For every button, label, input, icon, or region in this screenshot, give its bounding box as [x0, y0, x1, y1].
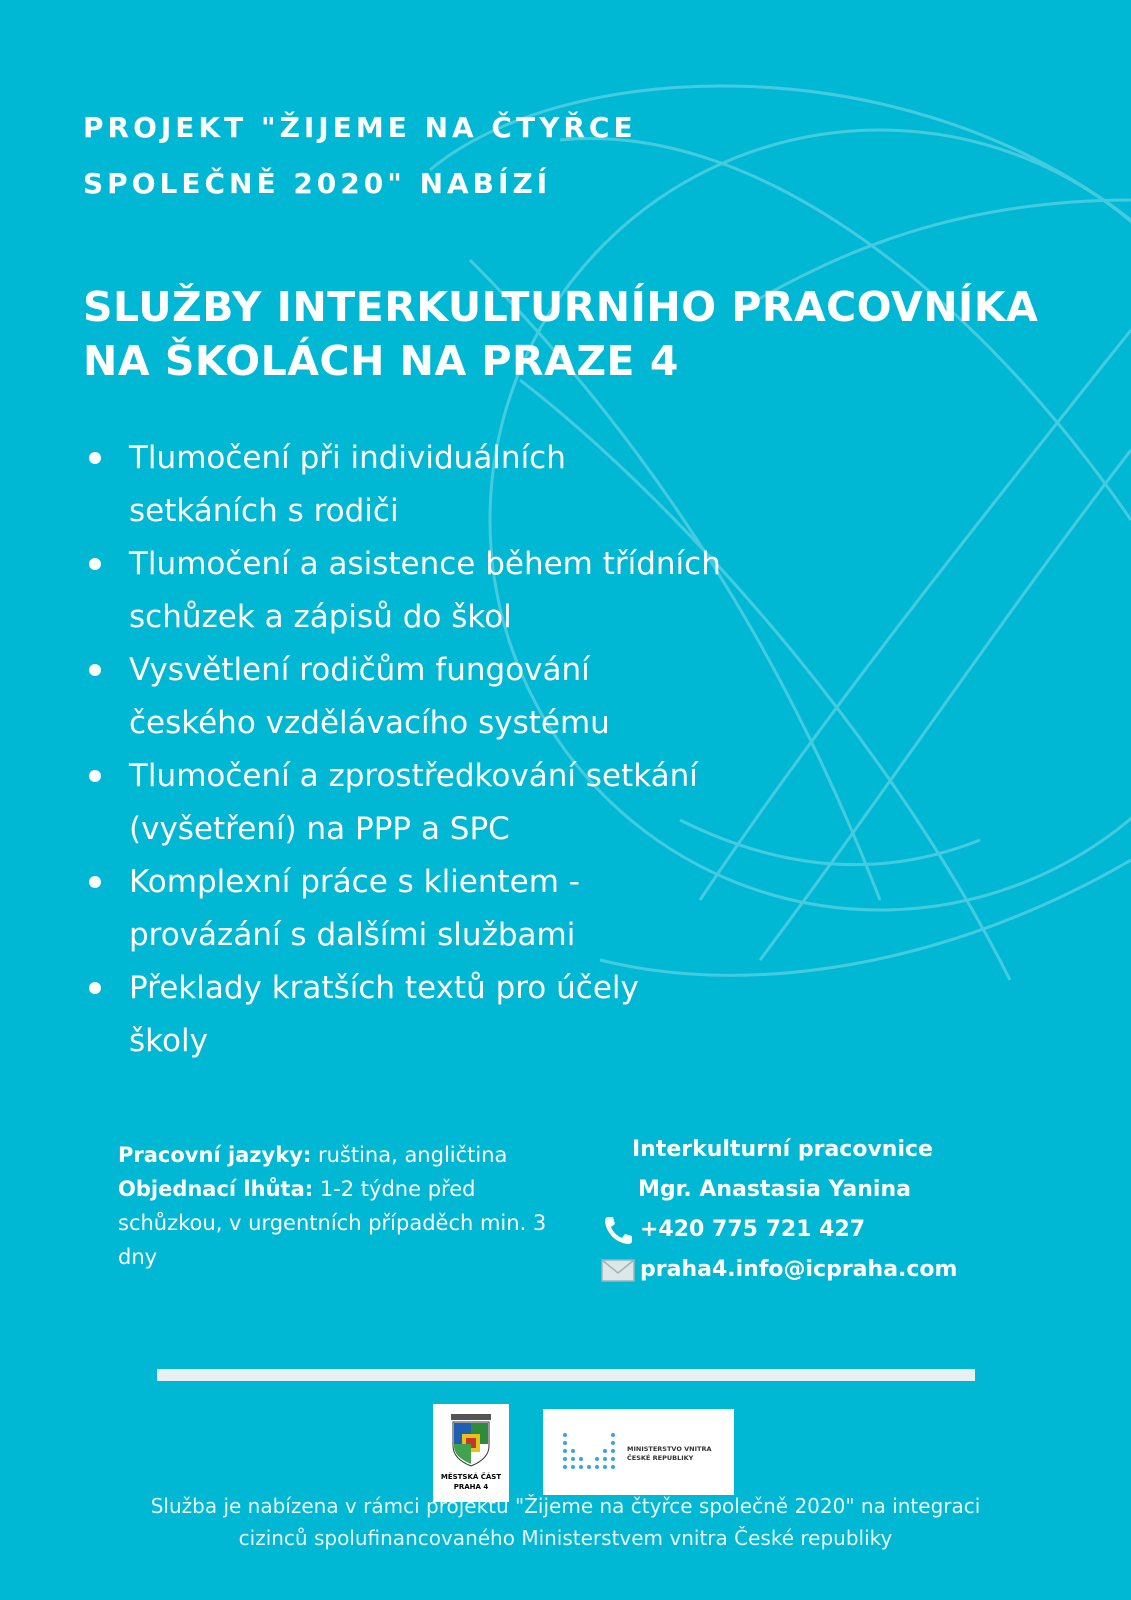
service-text: Komplexní práce s klientem - provázání s dalšími službami	[129, 864, 580, 953]
bullet-icon	[89, 876, 101, 888]
contact-title: Interkulturní pracovnice	[632, 1137, 933, 1162]
footer-line-1: Služba je nabízena v rámci projektu "Žijeme na čtyřce společně 2020" na integraci	[150, 1494, 981, 1518]
list-item	[83, 432, 723, 538]
praha4-logo	[433, 1404, 509, 1502]
service-text: Tlumočení a zprostředkování setkání (vyšetření) na PPP a SPC	[129, 758, 698, 847]
service-text: Vysvětlení rodičům fungování českého vzdělávacího systému	[129, 652, 610, 741]
contact-block	[600, 1130, 1000, 1290]
deadline-value: 1-2 týdne před schůzkou, v urgentních případěch min. 3 dny	[118, 1177, 547, 1269]
envelope-icon	[600, 1254, 636, 1286]
service-text: Tlumočení a asistence během třídních schůzek a zápisů do škol	[129, 546, 721, 635]
footer-note	[60, 1490, 1071, 1554]
languages-value: ruština, angličtina	[311, 1143, 508, 1167]
phone-number[interactable]: +420 775 721 427	[640, 1217, 866, 1242]
service-info	[118, 1138, 568, 1274]
languages-row	[118, 1138, 568, 1172]
bullet-icon	[89, 558, 101, 570]
list-item	[83, 538, 723, 644]
contact-name: Mgr. Anastasia Yanina	[638, 1177, 911, 1202]
praha4-crest-icon	[447, 1412, 495, 1468]
list-item	[83, 856, 723, 962]
service-text: Tlumočení při individuálních setkáních s rodiči	[129, 440, 566, 529]
deadline-label: Objednací lhůta:	[118, 1177, 314, 1201]
footer-line-2: cizinců spolufinancovaného Ministerstvem vnitra České republiky	[238, 1526, 893, 1550]
ministry-label: MINISTERSTVO VNITRA ČESKÉ REPUBLIKY	[627, 1445, 712, 1462]
title-line-2: NA ŠKOLÁCH NA PRAZE 4	[83, 337, 679, 385]
email-row	[600, 1250, 1000, 1290]
phone-icon	[600, 1214, 636, 1246]
email-address[interactable]: praha4.info@icpraha.com	[640, 1257, 958, 1282]
phone-row	[600, 1210, 1000, 1250]
page-title	[83, 280, 1103, 388]
eyebrow-line-2: SPOLEČNĚ 2020" NABÍZÍ	[83, 167, 552, 200]
eyebrow-line-1: PROJEKT "ŽIJEME NA ČTYŘCE	[83, 111, 637, 144]
bullet-icon	[89, 664, 101, 676]
praha4-label: MĚSTSKÁ ČÁST PRAHA 4	[440, 1473, 502, 1491]
languages-label: Pracovní jazyky:	[118, 1143, 312, 1167]
section-divider	[157, 1369, 975, 1381]
bullet-icon	[89, 770, 101, 782]
deadline-row	[118, 1172, 568, 1274]
bullet-icon	[89, 982, 101, 994]
bullet-icon	[89, 452, 101, 464]
ministry-logo	[543, 1409, 734, 1495]
ministry-dots-icon	[561, 1429, 621, 1473]
title-line-1: SLUŽBY INTERKULTURNÍHO PRACOVNÍKA	[83, 283, 1039, 331]
list-item	[83, 644, 723, 750]
project-eyebrow	[83, 100, 783, 212]
services-list	[83, 432, 723, 1068]
list-item	[83, 750, 723, 856]
list-item	[83, 962, 723, 1068]
service-text: Překlady kratších textů pro účely školy	[129, 970, 639, 1059]
